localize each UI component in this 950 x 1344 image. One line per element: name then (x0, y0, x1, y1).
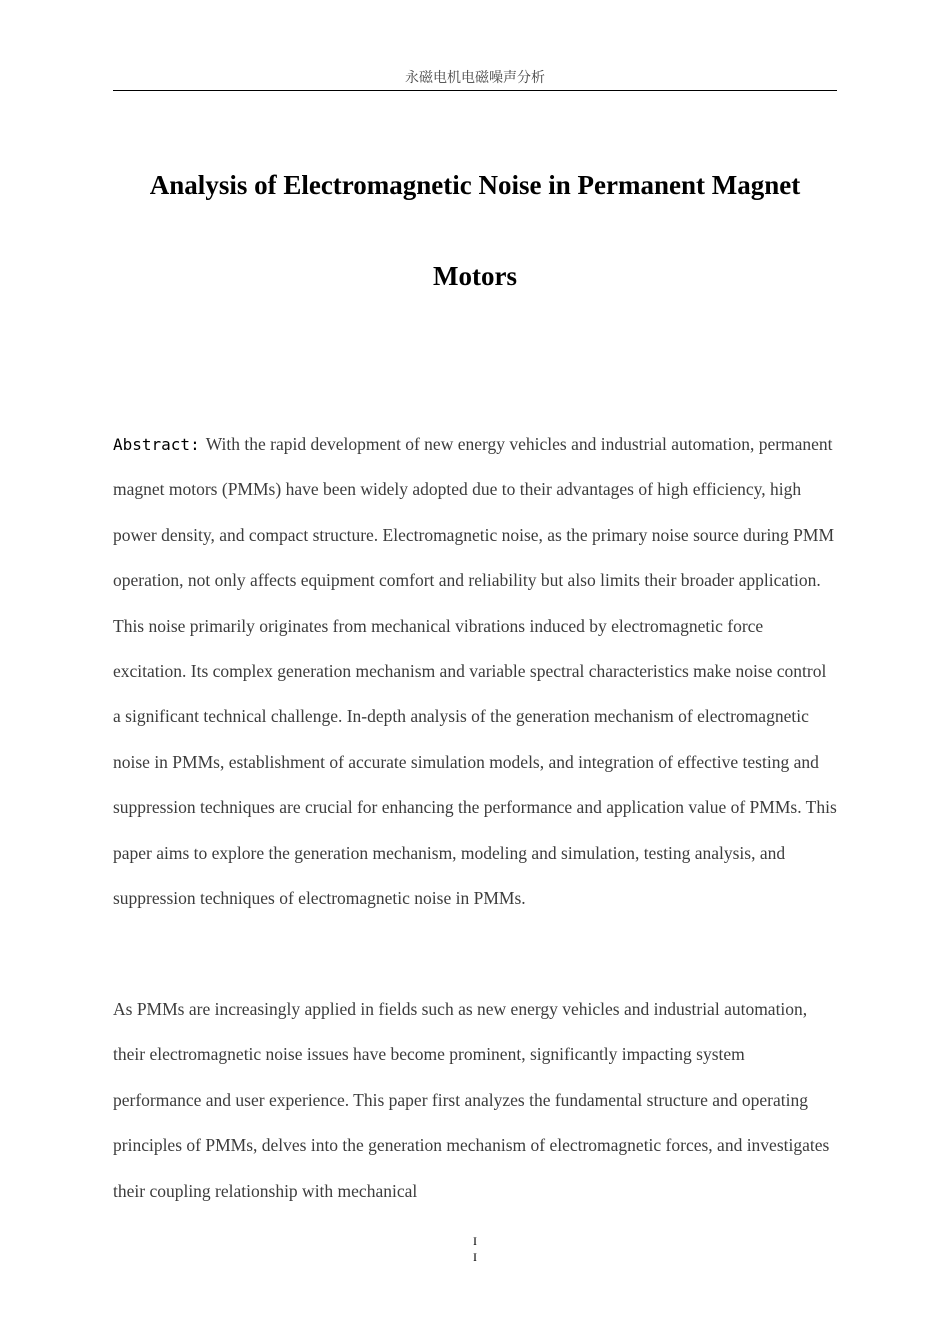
page-number (465, 1233, 485, 1265)
running-header: 永磁电机电磁噪声分析 (113, 66, 837, 91)
abstract-label: Abstract: (113, 435, 200, 454)
page-number-line-2: I (473, 1250, 477, 1264)
document-title: Analysis of Electromagnetic Noise in Permanent Magnet Motors (149, 170, 801, 291)
abstract-paragraph (113, 422, 837, 921)
body-paragraph: As PMMs are increasingly applied in fields such as new energy vehicles and industrial automation, their electromagnetic noise issues have become prominent, significantly impacting system performance and user experience. This paper first analyzes the fundamental structure and operating principles of PMMs, delves into the generation mechanism of electromagnetic forces, and investigates their coupling relationship with mechanical (113, 999, 830, 1201)
page-number-line-1: I (473, 1234, 477, 1248)
abstract-text: With the rapid development of new energy vehicles and industrial automation, permanent magnet motors (PMMs) have been widely adopted due to their advantages of high efficiency, high power density, and compact structure. Electromagnetic noise, as the primary noise source during PMM operation, not only affects equipment comfort and reliability but also limits their broader application. This noise primarily originates from mechanical vibrations induced by electromagnetic force excitation. Its complex generation mechanism and variable spectral characteristics make noise control a significant technical challenge. In-depth analysis of the generation mechanism of electromagnetic noise in PMMs, establishment of accurate simulation models, and integration of effective testing and suppression techniques are crucial for enhancing the performance and application value of PMMs. This paper aims to explore the generation mechanism, modeling and simulation, testing analysis, and suppression techniques of electromagnetic noise in PMMs. (113, 434, 837, 909)
